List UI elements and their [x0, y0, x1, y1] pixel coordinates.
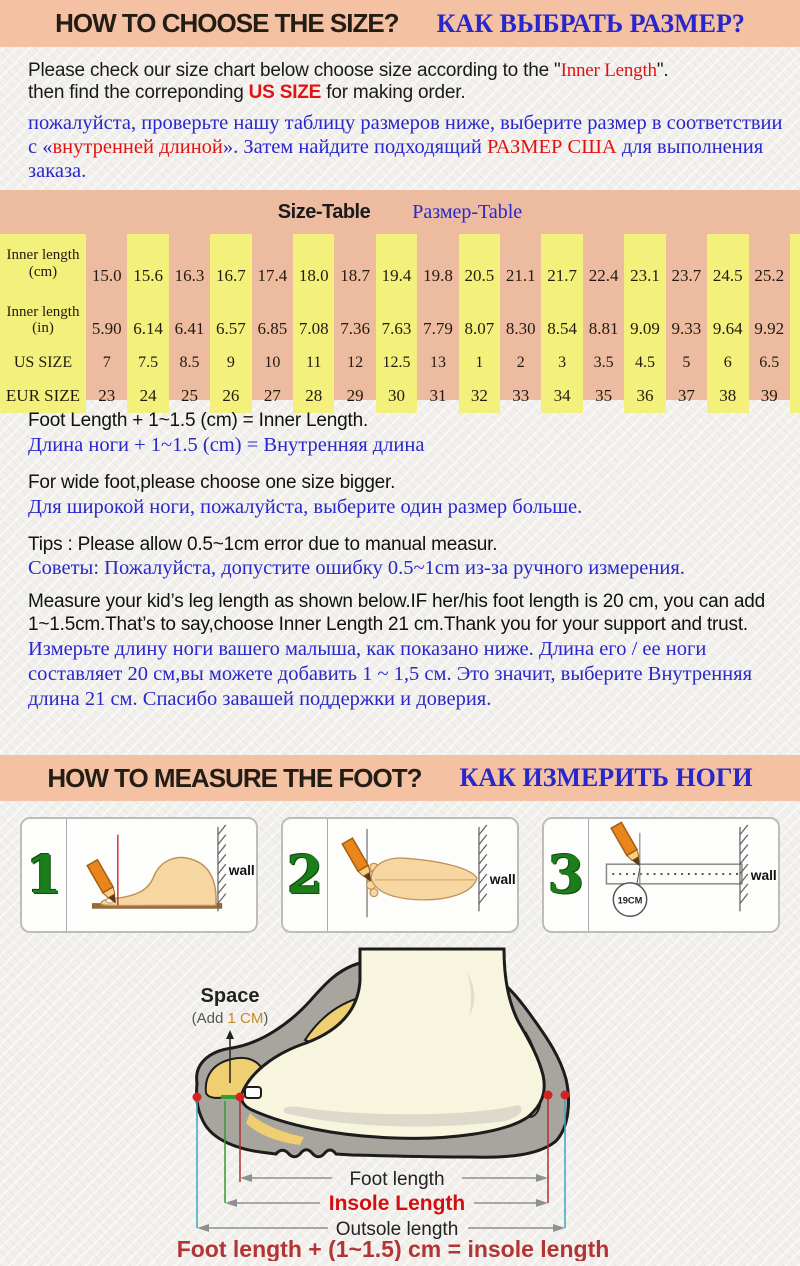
size-table-cell: 24.5 — [707, 234, 748, 293]
size-table-cell: 6.57 — [210, 293, 251, 347]
foot-length-arrowhead-right — [536, 1174, 548, 1182]
size-table-cell: 5.90 — [91, 319, 122, 338]
space-label: Space — [200, 985, 260, 1007]
foot-length-arrowhead-left — [240, 1174, 252, 1182]
toe-notch — [245, 1087, 261, 1098]
wall-label: wall — [228, 863, 255, 878]
step-3-illustration — [589, 819, 778, 931]
intro-section — [0, 47, 800, 190]
size-table-cell: 16.3 — [174, 266, 205, 285]
size-table-title-ru: Размер-Table — [412, 200, 523, 223]
step-2-box — [281, 817, 519, 933]
outsole-length-label: Outsole length — [335, 1219, 459, 1240]
size-table-cell: 8.30 — [505, 319, 536, 338]
wall-label: wall — [750, 867, 777, 883]
size-table-cell: 11 — [293, 347, 334, 379]
step-3-number: 3 — [544, 819, 589, 931]
foot-length-label: Foot length — [349, 1169, 445, 1190]
measure-steps — [0, 801, 800, 945]
size-table-cell: 3 — [541, 347, 582, 379]
outsole-length-arrowhead-right — [553, 1224, 565, 1232]
inner-length-highlight: Inner Length — [560, 60, 657, 81]
size-table-title — [0, 190, 800, 234]
size-table-cell: 20.5 — [459, 234, 500, 293]
insole-formula: Foot length + (1~1.5) cm = insole length — [176, 1236, 610, 1261]
shoe-diagram-section — [0, 945, 800, 1261]
size-table-cell: 21.1 — [505, 266, 536, 285]
foot-top-view-icon — [329, 821, 517, 929]
size-table-cell: 23.7 — [671, 266, 702, 285]
size-table-cell: 13 — [429, 354, 446, 371]
header-measure-foot-ru: КАК ИЗМЕРИТЬ НОГИ — [459, 763, 753, 792]
tips-note-en: Tips : Please allow 0.5~1cm error due to manual measur. — [28, 533, 498, 555]
step-1-illustration — [67, 819, 256, 931]
insole-length-arrowhead-right — [536, 1199, 548, 1207]
size-table-cell: 10 — [264, 354, 281, 371]
insole-length-label: Insole Length — [328, 1192, 466, 1215]
size-table-cell: 1 — [459, 347, 500, 379]
foot-side-view-icon — [68, 821, 256, 929]
size-table-cell: 38 — [707, 379, 748, 413]
intro-text-ru: пожалуйста, проверьте нашу таблицу размеров ниже, выберите размер в соответствии с «внутренней длиной». Затем найдите подходящий РАЗМЕР США для выполнения заказа. — [28, 111, 783, 183]
size-table-cell: 19.4 — [376, 234, 417, 293]
size-table-cell: 25.2 — [754, 266, 785, 285]
size-table-cell: 32 — [459, 379, 500, 413]
space-note: (Add 1 CM) — [191, 1010, 269, 1027]
size-table-cell: 31 — [429, 386, 447, 405]
size-table-cell: 30 — [376, 379, 417, 413]
size-table-cell: 2 — [516, 354, 525, 371]
header-choose-size — [0, 0, 800, 47]
size-table-cell: 7.79 — [423, 319, 453, 338]
size-table-section — [0, 190, 800, 405]
step-1-number: 1 — [22, 819, 67, 931]
outsole-length-arrowhead-left — [197, 1224, 209, 1232]
formula-note-en: Foot Length + 1~1.5 (cm) = Inner Length. — [28, 410, 369, 431]
size-table-cell: 9.92 — [754, 319, 785, 338]
size-table-cell: 35 — [595, 386, 613, 405]
size-table-cell: 9 — [210, 347, 251, 379]
measure-note-ru: Измерьте длину ноги вашего малыша, как показано ниже. Длина его / ее ноги составляет 20 см,вы можете добавить 1 ~ 1,5 см. Это значит, выберите Внутренняя длина 21 см. Спасибо завашей поддержки и доверия. — [28, 637, 753, 710]
size-table-cell: 7.36 — [340, 319, 371, 338]
outsole-front-dot — [193, 1093, 202, 1102]
wall-hatch-icon — [478, 825, 486, 911]
size-table-cell: 7.08 — [293, 293, 334, 347]
intro-text-en: Please check our size chart below choose size according to the "Inner Length". then find the correponding US SIZE for making order. — [28, 60, 669, 104]
insole-length-arrowhead-left — [225, 1199, 237, 1207]
foot-shape — [366, 858, 476, 900]
size-table-cell: 29 — [346, 386, 364, 405]
size-table-cell: 6 — [707, 347, 748, 379]
size-table-cell: 9.09 — [624, 293, 665, 347]
size-table-cell: 6.85 — [257, 319, 288, 338]
size-table-cell: 8.81 — [588, 319, 619, 338]
us-size-highlight-ru: РАЗМЕР США — [486, 136, 617, 158]
size-table-cell: 34 — [541, 379, 582, 413]
inner-length-highlight-ru: внутренней длиной — [52, 136, 223, 158]
size-table-cell: 21.7 — [541, 234, 582, 293]
size-table-sliver — [790, 293, 800, 347]
header-measure-foot — [0, 755, 800, 801]
header-measure-foot-en: HOW TO MEASURE THE FOOT? — [47, 762, 422, 793]
size-table-cell: 23 — [98, 386, 116, 405]
foot-toe-dot — [236, 1093, 245, 1102]
size-table-row-label: Inner length (cm) — [0, 234, 86, 293]
ruler-value-label: 19CM — [617, 895, 642, 906]
step-2-illustration — [328, 819, 517, 931]
size-table-cell: 39 — [760, 386, 778, 405]
size-table-row — [0, 293, 800, 347]
tips-note-ru: Советы: Пожалуйста, допустите ошибку 0.5~1cm из-за ручного измерения. — [28, 557, 685, 580]
size-table-cell: 26 — [210, 379, 251, 413]
wall-hatch-icon — [217, 825, 225, 911]
size-table-cell: 16.7 — [210, 234, 251, 293]
size-table-cell: 6.14 — [127, 293, 168, 347]
size-table-cell: 5 — [682, 354, 691, 371]
size-table-cell: 33 — [512, 386, 530, 405]
size-table-row-label: US SIZE — [0, 347, 86, 379]
size-table-sliver — [790, 347, 800, 379]
wide-foot-note-en: For wide foot,please choose one size bigger. — [28, 471, 396, 493]
size-table-cell: 19.8 — [423, 266, 453, 285]
size-table-cell: 6.41 — [174, 319, 205, 338]
size-table-cell: 36 — [624, 379, 665, 413]
size-table-cell: 4.5 — [624, 347, 665, 379]
shoe-diagram — [0, 945, 800, 1261]
size-table — [0, 234, 800, 413]
step-1-box — [20, 817, 258, 933]
size-table-cell: 23.1 — [624, 234, 665, 293]
size-table-cell: 18.0 — [293, 234, 334, 293]
size-table-cell: 12 — [347, 354, 364, 371]
step-2-number: 2 — [283, 819, 328, 931]
size-table-cell: 25 — [181, 386, 199, 405]
size-table-cell: 8.5 — [179, 354, 200, 371]
step-3-box — [542, 817, 780, 933]
size-table-cell: 22.4 — [588, 266, 619, 285]
size-table-cell: 24 — [127, 379, 168, 413]
header-choose-size-en: HOW TO CHOOSE THE SIZE? — [55, 8, 399, 38]
size-table-row-label: EUR SIZE — [0, 379, 86, 413]
size-table-cell: 6.5 — [759, 354, 780, 371]
size-table-cell: 3.5 — [593, 354, 614, 371]
us-size-highlight: US SIZE — [248, 82, 322, 104]
size-table-cell: 15.0 — [91, 266, 122, 285]
size-table-cell: 9.64 — [707, 293, 748, 347]
size-table-cell: 28 — [293, 379, 334, 413]
size-table-cell: 27 — [263, 386, 281, 405]
header-choose-size-ru: КАК ВЫБРАТЬ РАЗМЕР? — [436, 8, 745, 38]
size-table-cell: 7.5 — [127, 347, 168, 379]
size-table-cell: 17.4 — [257, 266, 288, 285]
wall-label: wall — [489, 871, 516, 887]
size-table-row — [0, 234, 800, 293]
size-table-cell: 7 — [102, 354, 111, 371]
size-table-cell: 37 — [677, 386, 695, 405]
size-table-cell: 8.54 — [541, 293, 582, 347]
formula-note-ru: Длина ноги + 1~1.5 (cm) = Внутренняя длина — [28, 433, 425, 456]
space-arrowhead — [226, 1030, 234, 1039]
foot-heel-dot — [544, 1091, 553, 1100]
ruler-measure-icon — [590, 821, 778, 929]
size-table-cell: 9.33 — [671, 319, 702, 338]
wide-foot-note-ru: Для широкой ноги, пожалуйста, выберите один размер больше. — [28, 495, 583, 518]
outsole-heel-dot — [561, 1091, 570, 1100]
notes-section — [0, 400, 800, 755]
size-table-row — [0, 347, 800, 379]
size-table-cell: 8.07 — [459, 293, 500, 347]
size-table-cell: 7.63 — [376, 293, 417, 347]
measure-note-en: Measure your kid’s leg length as shown below.IF her/his foot length is 20 cm, you can add 1~1.5cm.That’s to say,choose Inner Length 21 cm.Thank you for your support and trust. — [28, 591, 765, 636]
size-table-cell: 15.6 — [127, 234, 168, 293]
size-table-row-label: Inner length (in) — [0, 293, 86, 347]
size-table-cell: 12.5 — [376, 347, 417, 379]
size-table-sliver — [790, 234, 800, 293]
size-table-cell: 18.7 — [340, 266, 371, 285]
size-table-title-en: Size-Table — [277, 200, 371, 223]
